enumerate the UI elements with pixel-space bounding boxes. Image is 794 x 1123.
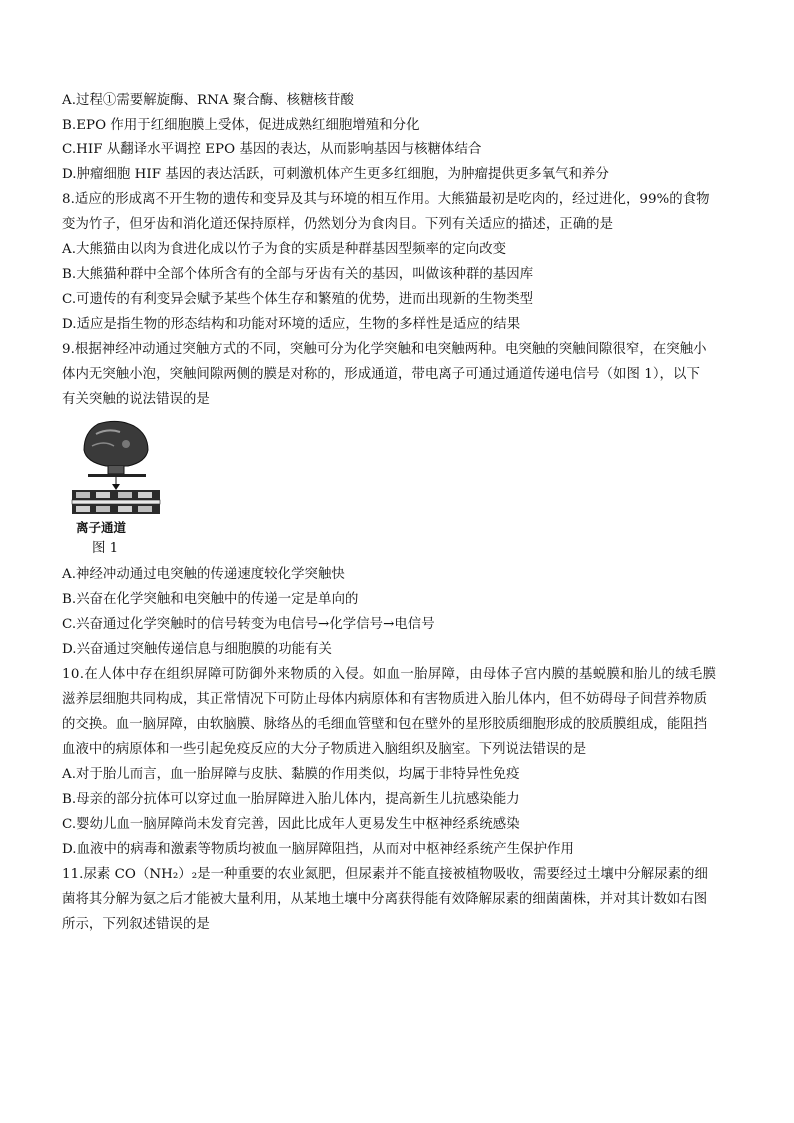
option-9d: D.兴奋通过突触传递信息与细胞膜的功能有关 bbox=[62, 642, 332, 657]
option-8c: C.可遗传的有利变异会赋予某些个体生存和繁殖的优势，进而出现新的生物类型 bbox=[62, 292, 534, 307]
question-9-stem-line-3: 有关突触的说法错误的是 bbox=[62, 392, 210, 407]
option-9a: A.神经冲动通过电突触的传递速度较化学突触快 bbox=[62, 567, 345, 582]
option-7d: D.肿瘤细胞 HIF 基因的表达活跃，可刺激机体产生更多红细胞，为肿瘤提供更多氧气和养分 bbox=[62, 167, 609, 182]
option-10b: B.母亲的部分抗体可以穿过血一胎屏障进入胎儿体内，提高新生儿抗感染能力 bbox=[62, 792, 520, 807]
question-11-stem-line-2: 菌将其分解为氨之后才能被大量利用，从某地土壤中分离获得能有效降解尿素的细菌菌株，并对其计数如右图 bbox=[62, 892, 708, 907]
figure-1-caption: 图 1 bbox=[92, 541, 119, 556]
option-8a: A.大熊猫由以肉为食进化成以竹子为食的实质是种群基因型频率的定向改变 bbox=[62, 242, 507, 257]
option-9b: B.兴奋在化学突触和电突触中的传递一定是单向的 bbox=[62, 592, 359, 607]
synapse-illustration bbox=[68, 420, 164, 538]
option-8d: D.适应是指生物的形态结构和功能对环境的适应，生物的多样性是适应的结果 bbox=[62, 317, 521, 332]
option-10c: C.婴幼儿血一脑屏障尚未发育完善，因此比成年人更易发生中枢神经系统感染 bbox=[62, 817, 520, 832]
option-7a: A.过程①需要解旋酶、RNA 聚合酶、核糖核苷酸 bbox=[62, 93, 354, 108]
question-10-stem-line-4: 血液中的病原体和一些引起免疫反应的大分子物质进入脑组织及脑室。下列说法错误的是 bbox=[62, 742, 587, 757]
option-7b: B.EPO 作用于红细胞膜上受体，促进成熟红细胞增殖和分化 bbox=[62, 118, 420, 133]
option-7c: C.HIF 从翻译水平调控 EPO 基因的表达，从而影响基因与核糖体结合 bbox=[62, 142, 482, 157]
question-10-stem-line-3: 的交换。血一脑屏障，由软脑膜、脉络丛的毛细血管壁和包在壁外的星形胶质细胞形成的胶质膜组成，能阻挡 bbox=[62, 717, 708, 732]
question-11-stem-line-3: 所示，下列叙述错误的是 bbox=[62, 917, 210, 932]
question-10-stem-line-1: 10.在人体中存在组织屏障可防御外来物质的入侵。如血一胎屏障，由母体子宫内膜的基蜕膜和胎儿的绒毛膜 bbox=[62, 667, 717, 682]
question-9-stem-line-2: 体内无突触小泡，突触间隙两侧的膜是对称的，形成通道，带电离子可通过通道传递电信号（如图 1），以下 bbox=[62, 367, 700, 382]
option-8b: B.大熊猫种群中全部个体所含有的全部与牙齿有关的基因，叫做该种群的基因库 bbox=[62, 267, 534, 282]
question-10-stem-line-2: 滋养层细胞共同构成，其正常情况下可防止母体内病原体和有害物质进入胎儿体内，但不妨碍母子间营养物质 bbox=[62, 692, 708, 707]
option-9c: C.兴奋通过化学突触时的信号转变为电信号→化学信号→电信号 bbox=[62, 617, 435, 632]
question-8-stem-line-2: 变为竹子，但牙齿和消化道还保持原样，仍然划分为食肉目。下列有关适应的描述，正确的是 bbox=[62, 217, 614, 232]
question-11-stem-line-1: 11.尿素 CO（NH₂）₂是一种重要的农业氮肥，但尿素并不能直接被植物吸收，需要经过土壤中分解尿素的细 bbox=[62, 867, 708, 882]
question-9-stem-line-1: 9.根据神经冲动通过突触方式的不同，突触可分为化学突触和电突触两种。电突触的突触间隙很窄，在突触小 bbox=[62, 342, 707, 357]
question-8-stem-line-1: 8.适应的形成离不开生物的遗传和变异及其与环境的相互作用。大熊猫最初是吃肉的，经过进化，99%的食物 bbox=[62, 192, 710, 207]
option-10a: A.对于胎儿而言，血一胎屏障与皮肤、黏膜的作用类似，均属于非特异性免疫 bbox=[62, 767, 520, 782]
ion-channel-label: 离子通道 bbox=[76, 520, 127, 535]
figure-1-synapse bbox=[68, 420, 164, 538]
option-10d: D.血液中的病毒和激素等物质均被血一脑屏障阻挡，从而对中枢神经系统产生保护作用 bbox=[62, 842, 574, 857]
